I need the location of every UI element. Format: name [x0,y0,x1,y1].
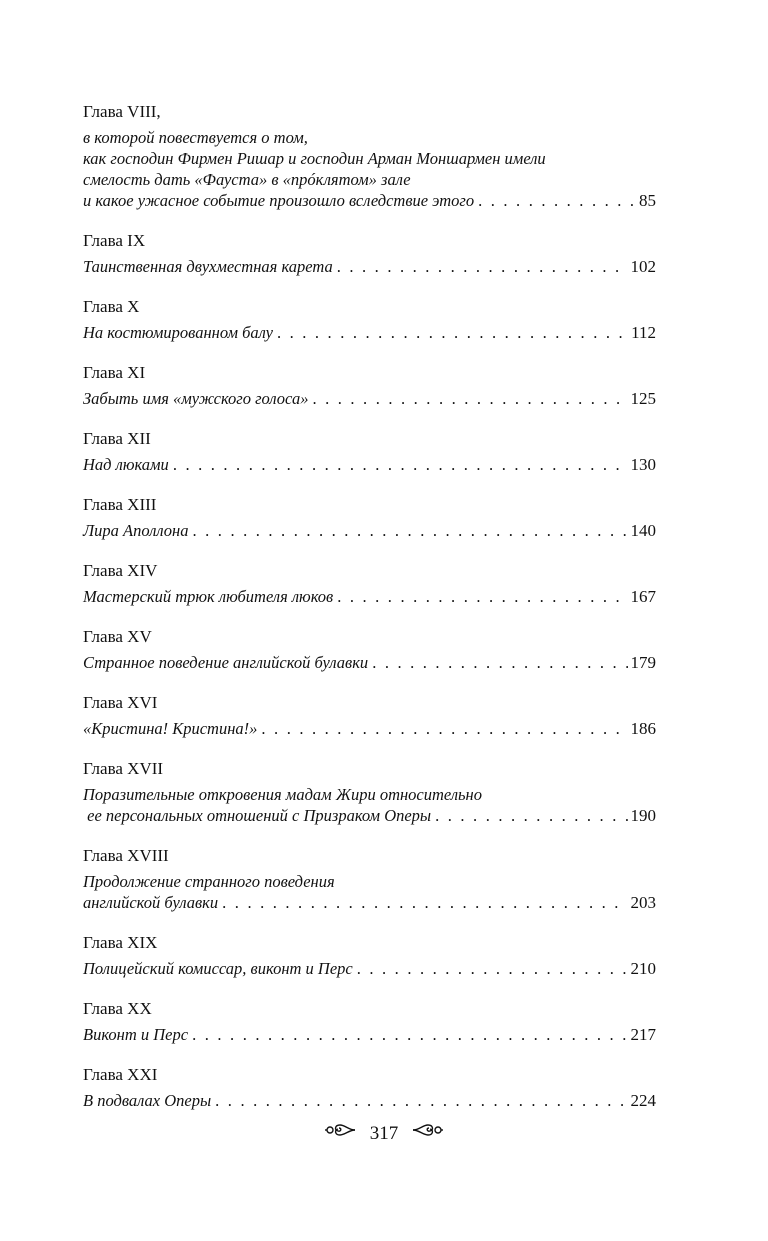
chapter-label: Глава VIII, [83,102,161,121]
chapter-title [83,322,656,343]
chapter-title-final-line [83,718,656,739]
chapter-title-line: смелость дать «Фауста» в «прóклятом» зале [83,170,411,189]
chapter-title-line: Полицейский комиссар, виконт и Перс [83,959,353,978]
chapter-title [83,871,656,913]
toc-entry [83,560,656,607]
chapter-title-final-line [83,454,656,475]
page-ref: 186 [630,719,656,738]
chapter-label: Глава IX [83,231,146,250]
chapter-title [83,958,656,979]
chapter-title-line: Виконт и Перс [83,1025,189,1044]
chapter-title [83,718,656,739]
chapter-title-line: Мастерский трюк любителя люков [83,587,334,606]
dot-leader [189,520,628,541]
chapter-title [83,1090,656,1111]
chapter-title-line: В подвалах Оперы [83,1091,212,1110]
chapter-title-line: На костюмированном балу [83,323,273,342]
chapter-label: Глава XVI [83,693,158,712]
toc-entry [83,932,656,979]
chapter-title-line: ее персональных отношений с Призраком Оперы [83,806,432,825]
page-ref: 140 [630,521,656,540]
chapter-title-line: в которой повествуется о том, [83,128,308,147]
chapter-title-line: Над люками [83,455,169,474]
toc-entry [83,1064,656,1111]
toc-entry [83,626,656,673]
chapter-label: Глава XVII [83,759,164,778]
chapter-label: Глава XIX [83,933,158,952]
chapter-title-final-line [83,652,656,673]
chapter-title-line: и какое ужасное событие произошло вследствие этого [83,191,475,210]
toc-entry [83,362,656,409]
toc-entry [83,998,656,1045]
dot-leader [431,805,627,826]
chapter-title-final-line [83,322,656,343]
chapter-title-line: английской булавки [83,893,219,912]
chapter-label: Глава XVIII [83,846,169,865]
chapter-title-final-line [83,892,656,913]
chapter-title-line: Лира Аполлона [83,521,189,540]
page-ref: 203 [630,893,656,912]
dot-leader [218,892,627,913]
dot-leader [474,190,636,211]
dot-leader [257,718,627,739]
left-fleuron-icon [323,1121,357,1147]
page-ref: 102 [630,257,656,276]
chapter-title-final-line [83,388,656,409]
dot-leader [368,652,627,673]
chapter-title [83,784,656,826]
chapter-title [83,652,656,673]
toc-entry [83,428,656,475]
page-ref: 190 [630,806,656,825]
chapter-title-line: «Кристина! Кристина!» [83,719,258,738]
dot-leader [333,256,628,277]
chapter-title-final-line [83,1090,656,1111]
chapter-title [83,520,656,541]
page-number: 317 [369,1122,399,1144]
chapter-label: Глава XII [83,429,151,448]
page-footer [0,1120,768,1147]
toc-entry [83,758,656,826]
page-ref: 167 [630,587,656,606]
chapter-label: Глава XI [83,363,146,382]
right-fleuron-icon [411,1121,445,1147]
chapter-title-line: Поразительные откровения мадам Жири относительно [83,785,482,804]
chapter-title-line: как господин Фирмен Ришар и господин Арман Моншармен имели [83,149,546,168]
chapter-title [83,586,656,607]
chapter-title-line: Таинственная двухместная карета [83,257,333,276]
chapter-title-final-line [83,520,656,541]
chapter-label: Глава XIII [83,495,157,514]
table-of-contents [83,101,656,1130]
toc-entry [83,296,656,343]
toc-entry [83,494,656,541]
chapter-label: Глава X [83,297,140,316]
dot-leader [211,1090,627,1111]
page-ref: 125 [630,389,656,408]
chapter-title-final-line [83,1024,656,1045]
toc-entry [83,230,656,277]
page-ref: 217 [630,1025,656,1044]
chapter-title-final-line [83,958,656,979]
chapter-title [83,454,656,475]
toc-entry [83,692,656,739]
toc-entry [83,101,656,211]
chapter-title-line: Забыть имя «мужского голоса» [83,389,309,408]
page-ref: 112 [631,323,656,342]
dot-leader [308,388,627,409]
page-ref: 130 [630,455,656,474]
chapter-title-line: Продолжение странного поведения [83,872,335,891]
chapter-title [83,256,656,277]
chapter-label: Глава XX [83,999,152,1018]
dot-leader [188,1024,627,1045]
page-ref: 85 [639,191,656,210]
chapter-title-final-line [83,190,656,211]
chapter-label: Глава XIV [83,561,158,580]
toc-entry [83,845,656,913]
dot-leader [333,586,627,607]
page-ref: 224 [630,1091,656,1110]
chapter-label: Глава XV [83,627,152,646]
chapter-title [83,127,656,211]
dot-leader [169,454,628,475]
chapter-title [83,388,656,409]
chapter-title [83,1024,656,1045]
dot-leader [273,322,628,343]
chapter-title-final-line [83,805,656,826]
chapter-label: Глава XXI [83,1065,158,1084]
chapter-title-line: Странное поведение английской булавки [83,653,369,672]
chapter-title-final-line [83,586,656,607]
dot-leader [353,958,628,979]
page-ref: 210 [630,959,656,978]
page-ref: 179 [630,653,656,672]
chapter-title-final-line [83,256,656,277]
